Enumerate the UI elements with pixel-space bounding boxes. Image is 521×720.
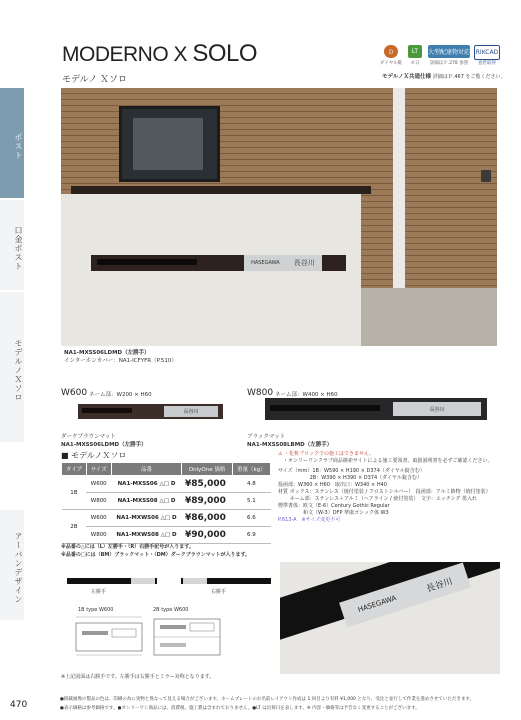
table-row: W800 NA1-MXSS08 △□ D ¥89,000 5.1 <box>62 493 271 510</box>
tab-kuchigane-post[interactable]: 口金ポスト <box>0 200 24 290</box>
hero-nameplate-roman: HASEGAWA <box>251 260 280 266</box>
table-row: 2B W600 NA1-MXWS06 △□ D ¥86,000 6.6 <box>62 510 271 527</box>
spec-note-1: ※品番の△には（L）左勝手・（R）右勝手記号が入ります。 <box>61 544 194 550</box>
right-hand-label: 右勝手 <box>211 589 227 595</box>
footer-line-2: ●表示価格は参考価格です。●オンリーワン商品には、消費税、施工費は含まれておりません。●LT は出荷日を表します。※ 内容・価格等は予告なく変更することがございます。 <box>60 706 420 711</box>
closeup-nameplate-roman: HASEGAWA <box>356 594 398 615</box>
spec-header-type: タイプ <box>62 463 87 476</box>
spec-note-2: ※品番の□には（BM）ブラックマット・（DM）ダークブラウンマットが入ります。 <box>61 552 251 558</box>
variant-w600-opening: ネーム部：W200 × H60 <box>89 392 152 398</box>
closeup-nameplate-kanji: 長谷川 <box>425 576 454 595</box>
table-row: 1B W600 NA1-MXSS06 △□ D ¥85,000 4.8 <box>62 476 271 493</box>
hero-caption: NA1-MXSS06LDMD（左勝手） インターホンカバー：NA1-ICFYFR（P.510） <box>64 350 177 364</box>
left-hand-label: 左勝手 <box>91 589 107 595</box>
drawing-2b-label: 2B type W600 <box>153 607 189 613</box>
title-main: MODERNO X <box>62 43 188 66</box>
page-subtitle: モデルノ Ｘソロ <box>62 75 128 85</box>
drawing-1b <box>72 613 147 658</box>
hero-nameplate-kanji: 長谷川 <box>293 259 315 267</box>
drawing-1b-label: 1B type W600 <box>78 607 114 613</box>
variant-w800-opening: ネーム部：W400 × H60 <box>275 392 338 398</box>
variant-w800-size: W800 <box>247 388 274 398</box>
spec-header-weight: 重量（kg） <box>232 463 270 476</box>
hero-photo <box>61 88 497 346</box>
lead-time-caption: ８日 <box>410 61 420 66</box>
product-photo-w600 <box>78 404 223 419</box>
handed-photo <box>61 570 273 598</box>
title-accent: SOLO <box>192 40 258 67</box>
tab-moderno-x-solo[interactable]: モデルノＸソロ <box>0 292 24 442</box>
tab-urban-design[interactable]: アーバンデザイン <box>0 510 24 620</box>
rikcad-badge: RIKCAD <box>474 45 500 60</box>
common-spec: モデルノＸ共通仕様 詳細はＰ.467 をご覧ください。 <box>382 74 506 80</box>
variant-w600-size: W600 <box>61 388 88 398</box>
lead-time-badge: LT <box>408 45 422 58</box>
drawing-footnote: ※上記図面は右勝手です。左勝手は右勝手とミラー対称となります。 <box>61 674 215 680</box>
variant-w600-caption: ダークブラウンマット NA1-MXSS06LDMD（左勝手） <box>61 434 147 448</box>
footer-line-1: ●掲載画像の製品の色は、印刷の為に実物と異なって見える場合がございます。ネームプレートのお名前レイアウト作成は 1 回目より有料 ¥1,000 となり、受注と並行して作業を進めさせていただきます。 <box>60 697 474 702</box>
spec-header-price: OnlyOne 価格 <box>182 463 232 476</box>
tab-post[interactable]: ポスト <box>0 88 24 198</box>
rikcad-caption: 意匠取得 <box>478 61 496 66</box>
product-nameplate-w800: 長谷川 <box>393 402 481 416</box>
spec-section-title: ■ モデルノＸソロ <box>61 451 127 460</box>
hero-nameplate <box>244 255 322 271</box>
dial-lock-badge: Ｄ <box>384 45 398 58</box>
large-delivery-caption: 詳細はＰ.278 参照 <box>429 61 469 66</box>
spec-notes-right: ⚠ ・化粧ブロックでの施工はできません。 ・オンリーワンクラブ商品検索サイトによる施工要領書、取扱説明書を必ずご確認ください。 サイズ（mm）1B：W590 × H190 × D374（ダイヤル錠含む） 2B：W390 × H390 × D374（ダイヤル錠含む） 投函部：W360 × H60 取出口：W340 × H40 材質 ボックス：ステンレス（焼付塗装 / フロストシルバー） 投函部：アルミ鋳物（焼付塗装） ネーム部：ステンレス＋アルミ（ヘアライン / 焼付塗装） 文字：エッチング 墨入れ 標準書体：欧文（E-6）Century Gothic Regular 和文（W-3）DFP 華康ゴシック体 W3 P.613-A ※サイズ変更不可 <box>278 451 493 523</box>
product-nameplate-w600: 長谷川 <box>164 406 218 417</box>
page-number: 470 <box>10 700 28 710</box>
spec-header-size: サイズ <box>86 463 111 476</box>
table-row: W800 NA1-MXWS08 △□ D ¥90,000 6.9 <box>62 527 271 544</box>
product-photo-w800 <box>265 398 487 420</box>
page-title <box>62 40 257 68</box>
spec-table <box>61 462 271 544</box>
spec-header-model: 品番 <box>111 463 182 476</box>
variant-w800-caption: ブラックマット NA1-MXSS08LBMD（左勝手） <box>247 434 333 448</box>
closeup-photo <box>280 562 500 674</box>
large-delivery-badge: 大型配達物対応 <box>428 45 470 58</box>
dial-lock-caption: ダイヤル錠 <box>379 61 403 66</box>
drawing-2b <box>150 613 225 658</box>
